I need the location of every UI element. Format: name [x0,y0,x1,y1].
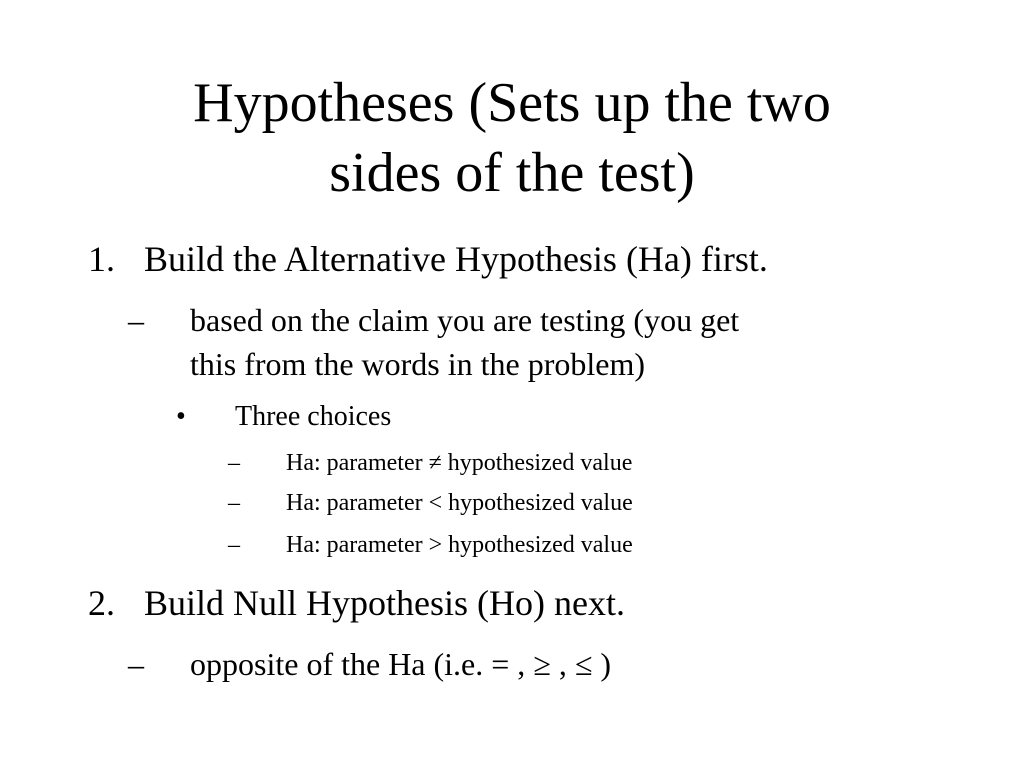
dash-marker: – [228,450,240,476]
choice-not-equal-text: Ha: parameter ≠ hypothesized value [286,450,633,476]
choice-less-than-text: Ha: parameter < hypothesized value [286,490,633,516]
choice-greater-than-text: Ha: parameter > hypothesized value [286,532,633,558]
list-item-1-text: Build the Alternative Hypothesis (Ha) first. [144,239,768,279]
sub-item-claim-line-1: based on the claim you are testing (you get [190,302,740,338]
title-line-2: sides of the test) [329,142,695,204]
sub-item-opposite-text: opposite of the Ha (i.e. = , ≥ , ≤ ) [190,646,612,682]
dash-marker: – [128,302,144,338]
list-number-1: 1. [88,239,115,279]
dash-marker: – [128,646,144,682]
slide-title [0,68,1024,208]
sub-item-claim-line-2: this from the words in the problem) [190,346,646,382]
list-item-2 [88,582,625,624]
list-item-1 [88,238,768,280]
dash-marker: – [228,532,240,558]
list-number-2: 2. [88,583,115,623]
bullet-marker: • [176,401,186,432]
bullet-three-choices-text: Three choices [235,401,392,432]
title-line-1: Hypotheses (Sets up the two [193,72,831,134]
dash-marker: – [228,490,240,516]
list-item-2-text: Build Null Hypothesis (Ho) next. [144,583,625,623]
